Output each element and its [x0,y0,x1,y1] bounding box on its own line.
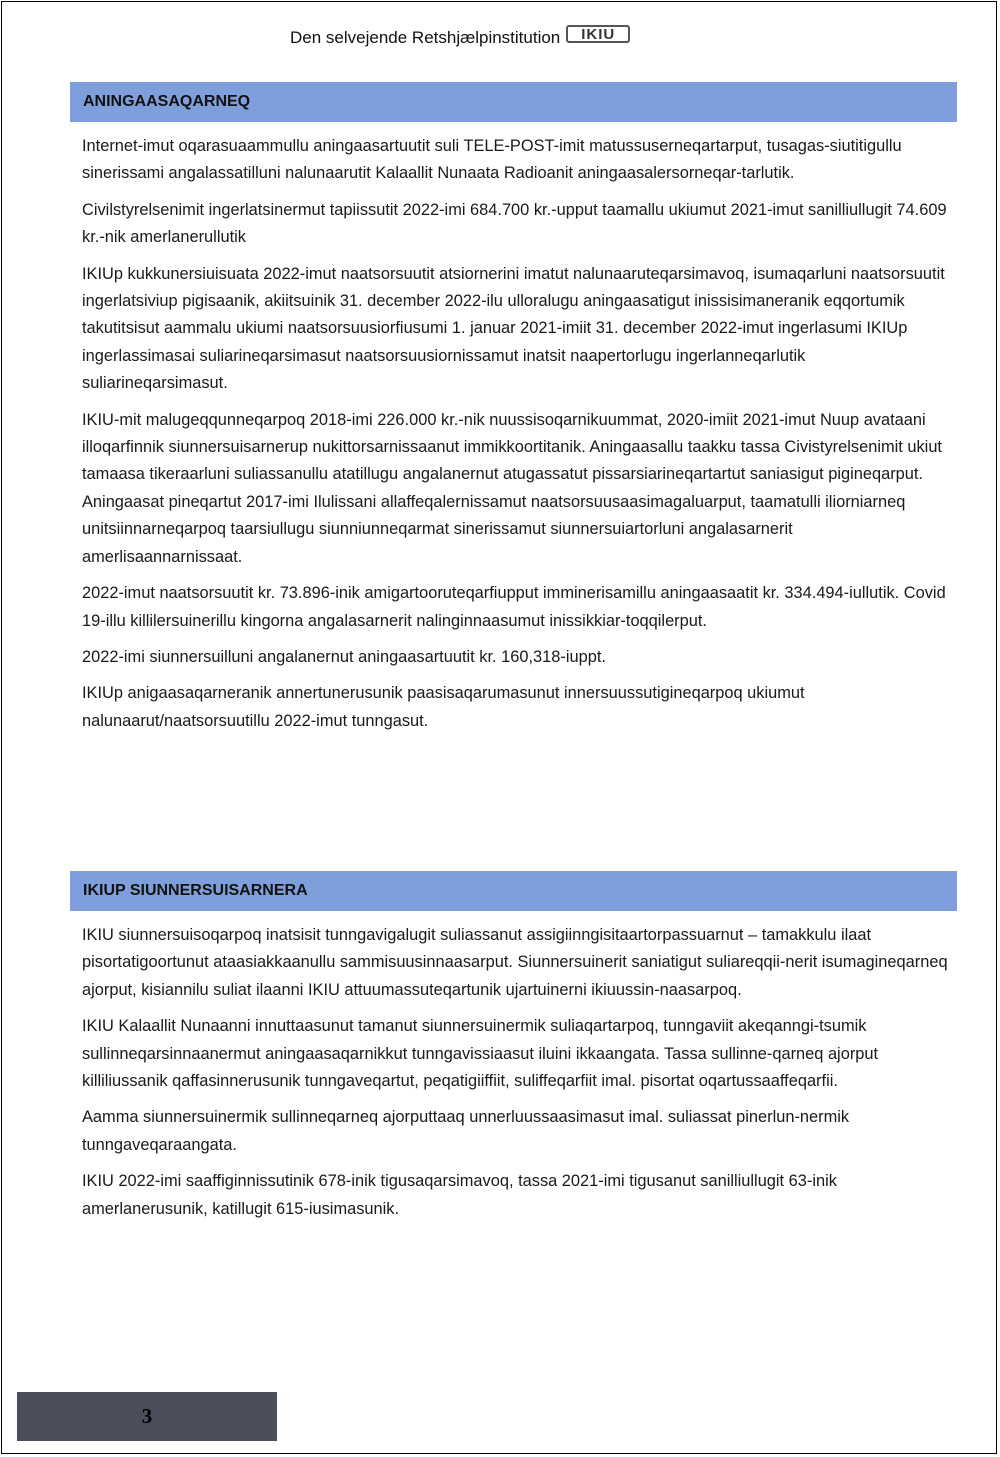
section-heading-ikiup-siunnersuisarnera [70,871,957,911]
ikiu-logo: IKIU [566,25,630,43]
page-number-box [17,1392,277,1441]
paragraph: IKIU Kalaallit Nunaanni innuttaasunut tamanut siunnersuinermik suliaqartarpoq, tunngaviit akeqanngi-tsumik sullinneqarsinnaanermut aningaasaqarnikkut tunngavissiaasut iluini ikkaangata. Tassa sullinne-qarneq ajorput killiliussanik qaffasinnerusunik tunngaveqartut, peqatigiiffiit, suliffeqarfiit imal. pisortat oqartussaaffeqarfii. [82,1017,879,1091]
paragraph: IKIU-mit malugeqqunneqarpoq 2018-imi 226.000 kr.-nik nuussisoqarnikuummat, 2020-imiit 2021-imut Nuup avataani illoqarfinnik siunnersuisarnerup nukittorsarnissaanut immikkoortitanik. Aningaasallu taakku tassa Civistyrelsenimit ukiut tamaasa tikeraarluni suliassanullu atatillugu angalanernut atugassatut pissarsiarineqartartut saniasigut pigineqarput. Aningaasat pineqartut 2017-imi Ilulissani allaffeqalernissamut naatsorsuusaasimagaluarput, taamatulli iliorniarneq unitsiinnarneqarpoq taarsiullugu siunniunneqarmat sinerissamut siunnersuiartorluni angalasarnerit amerlisaannarnissaat. [82,410,942,566]
section-heading-text: ANINGAASAQARNEQ [83,93,251,110]
section-body-ikiup-siunnersuisarnera [82,922,948,1232]
page-number: 3 [141,1404,153,1428]
section-heading-aningaasaqarneq [70,82,957,122]
section-body-aningaasaqarneq [82,133,948,744]
header-title: Den selvejende Retshjælpinstitution [290,28,561,47]
paragraph: IKIUp anigaasaqarneranik annertunerusunik paasisaqarumasunut innersuussutigineqarpoq ukiumut nalunaarut/naatsorsuutillu 2022-imut tunngasut. [82,684,805,730]
paragraph: Aamma siunnersuinermik sullinneqarneq ajorputtaaq unnerluussaasimasut imal. suliassat pinerlun-nermik tunngaveqaraangata. [82,1108,850,1154]
paragraph: Internet-imut oqarasuaammullu aningaasartuutit suli TELE-POST-imit matussuserneqartarput, tusagas-siutitigullu sinerissami angalassatilluni nalunaarutit Kalaallit Nunaata Radioanit aningaasalersorneqar-tarlutik. [82,137,902,183]
document-header [290,26,630,50]
paragraph: IKIU 2022-imi saaffiginnissutinik 678-inik tigusaqarsimavoq, tassa 2021-imi tigusanut sanilliullugit 63-inik amerlanerusunik, katillugit 615-iusimasunik. [82,1172,837,1218]
paragraph: Civilstyrelsenimit ingerlatsinermut tapiissutit 2022-imi 684.700 kr.-upput taamallu ukiumut 2021-imut sanilliullugit 74.609 kr.-nik amerlanerullutik [82,200,947,247]
paragraph: 2022-imut naatsorsuutit kr. 73.896-inik amigartooruteqarfiupput imminerisamillu aningaasaatit kr. 334.494-iullutik. Covid 19-illu killilersuinerillu kingorna angalasarnerit nalinginnaasumut inissikkiar-toqqilerput. [82,584,946,630]
paragraph: IKIUp kukkunersiuisuata 2022-imut naatsorsuutit atsiornerini imatut nalunaaruteqarsimavoq, isumaqarluni naatsorsuutit ingerlatsiviup pigisaanik, akiitsuinik 31. december 2022-ilu ulloralugu aningaasatigut inissisimaneranik eqqortumik takutitsisut aammalu ukiumi naatsorsuusiorfiusumi 1. januar 2021-imiit 31. december 2022-imut ingerlasumi IKIUp ingerlassimasai suliarineqarsimasut naatsorsuusiornissamut inatsit naapertorlugu ingerlanneqarlutik suliarineqarsimasut. [82,264,945,393]
paragraph: 2022-imi siunnersuilluni angalanernut aningaasartuutit kr. 160,318-iuppt. [82,647,606,666]
paragraph: IKIU siunnersuisoqarpoq inatsisit tunngavigalugit suliassanut assigiinngisitaartorpassuarnut – tamakkulu ilaat pisortatigoortunut ataasiakkaanullu sammisuusinnaasarput. Siunnersuinerit saniatigut suliareqqii-nerit isumagineqarneq ajorput, kisiannilu suliat ilaanni IKIU attuumassuteqartunik ujartuinerni ikiuussin-naasarpoq. [82,926,948,999]
section-heading-text: IKIUP SIUNNERSUISARNERA [83,882,308,899]
